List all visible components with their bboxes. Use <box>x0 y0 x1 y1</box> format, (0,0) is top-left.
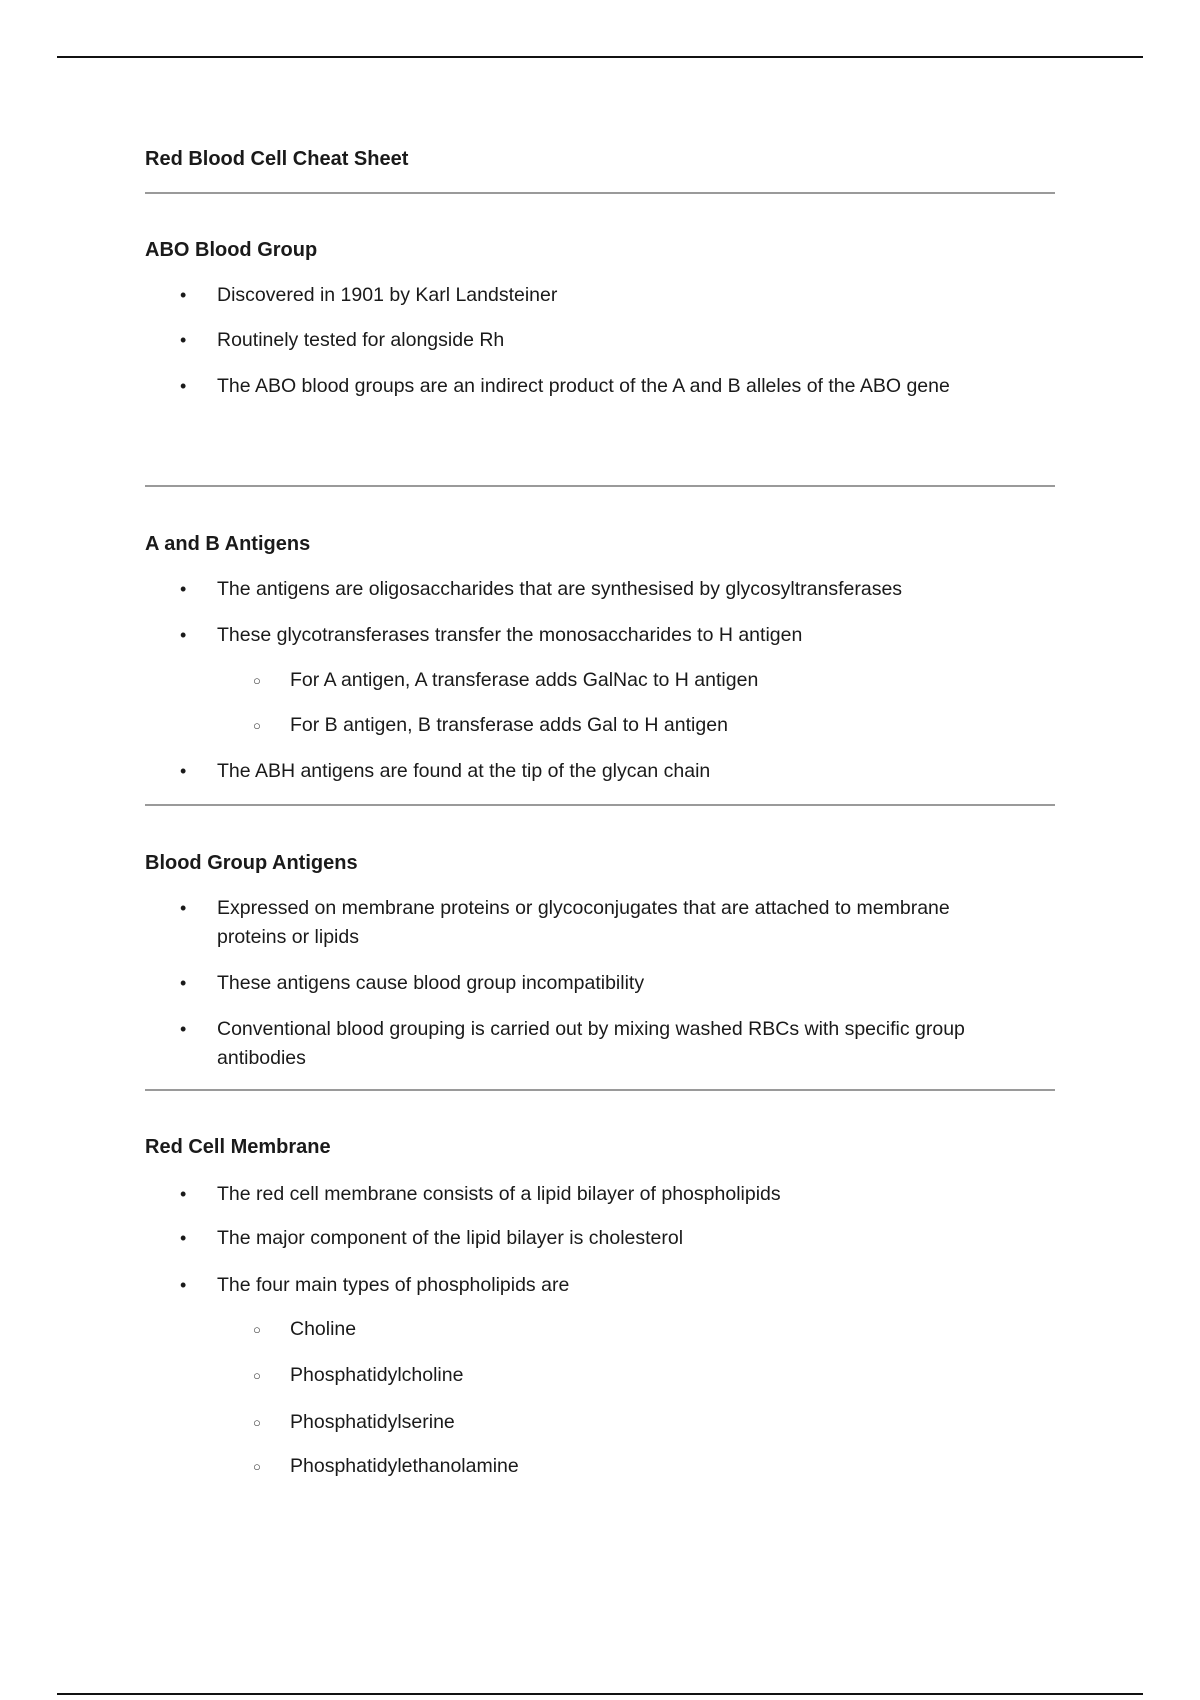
section-heading-blood-group-antigens: Blood Group Antigens <box>145 852 358 874</box>
list-item-text: Expressed on membrane proteins or glycoconjugates that are attached to membrane proteins or lipids <box>217 897 950 948</box>
circle-bullet-icon: ○ <box>253 718 261 733</box>
circle-bullet-icon: ○ <box>253 1322 261 1337</box>
sub-list-item-text: For A antigen, A transferase adds GalNac to H antigen <box>290 669 759 691</box>
list-item-text: These antigens cause blood group incompatibility <box>217 972 645 994</box>
section-divider <box>145 804 1055 806</box>
bullet-icon: • <box>180 285 187 305</box>
sub-list-item-text: For B antigen, B transferase adds Gal to H antigen <box>290 714 728 736</box>
bullet-icon: • <box>180 579 187 599</box>
list-item-text: Discovered in 1901 by Karl Landsteiner <box>217 284 558 306</box>
bullet-icon: • <box>180 761 187 781</box>
section-heading-red-cell-membrane: Red Cell Membrane <box>145 1136 331 1158</box>
sub-list-item-text: Choline <box>290 1318 357 1340</box>
list-item-text: The major component of the lipid bilayer is cholesterol <box>217 1227 684 1249</box>
bullet-icon: • <box>180 1019 187 1039</box>
sub-list-item-text: Phosphatidylserine <box>290 1411 455 1433</box>
bullet-icon: • <box>180 1184 187 1204</box>
bullet-icon: • <box>180 376 187 396</box>
list-item-text: Conventional blood grouping is carried out by mixing washed RBCs with specific group antibodies <box>217 1018 965 1069</box>
bullet-icon: • <box>180 973 187 993</box>
list-item-text: The four main types of phospholipids are <box>217 1274 570 1296</box>
section-divider <box>145 485 1055 487</box>
circle-bullet-icon: ○ <box>253 1368 261 1383</box>
sub-list-item-text: Phosphatidylcholine <box>290 1364 464 1386</box>
list-item-text: The red cell membrane consists of a lipid bilayer of phospholipids <box>217 1183 781 1205</box>
bullet-icon: • <box>180 1275 187 1295</box>
circle-bullet-icon: ○ <box>253 1415 261 1430</box>
list-item-text: The ABH antigens are found at the tip of the glycan chain <box>217 760 711 782</box>
list-item-text: The ABO blood groups are an indirect product of the A and B alleles of the ABO gene <box>217 375 950 397</box>
list-item-text: These glycotransferases transfer the monosaccharides to H antigen <box>217 624 803 646</box>
section-divider <box>145 1089 1055 1091</box>
section-heading-abo-blood-group: ABO Blood Group <box>145 239 318 261</box>
sub-list-item-text: Phosphatidylethanolamine <box>290 1455 519 1477</box>
page-bottom-rule <box>57 1693 1143 1695</box>
section-heading-a-and-b-antigens: A and B Antigens <box>145 533 311 555</box>
list-item-text: Routinely tested for alongside Rh <box>217 329 505 351</box>
bullet-icon: • <box>180 625 187 645</box>
bullet-icon: • <box>180 330 187 350</box>
title-divider <box>145 192 1055 194</box>
page-top-rule <box>57 56 1143 58</box>
document-title: Red Blood Cell Cheat Sheet <box>145 148 409 170</box>
bullet-icon: • <box>180 1228 187 1248</box>
list-item-text: The antigens are oligosaccharides that are synthesised by glycosyltransferases <box>217 578 903 600</box>
circle-bullet-icon: ○ <box>253 673 261 688</box>
bullet-icon: • <box>180 898 187 918</box>
circle-bullet-icon: ○ <box>253 1459 261 1474</box>
